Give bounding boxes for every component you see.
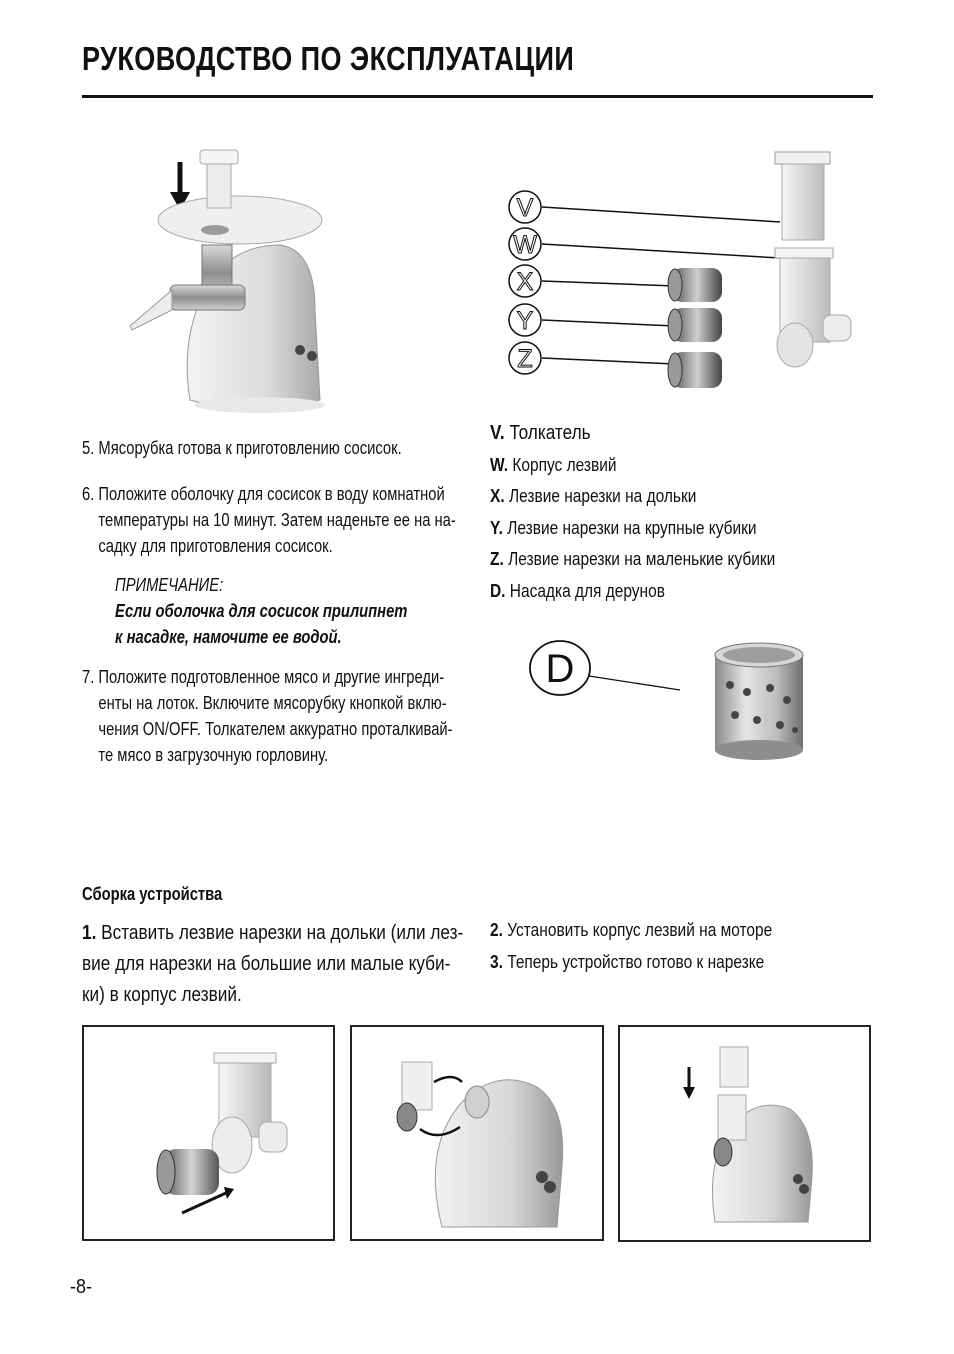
title-divider [82,95,873,98]
meat-grinder-illustration [110,140,370,420]
assembly-image-3 [618,1025,871,1242]
part-item-d: D. Насадка для дерунов [490,580,665,601]
step-6-line-2: температуры на 10 минут. Затем наденьте ее на на- [98,510,456,530]
assembly-step-1-line-2: вие для нарезки на большие или малые куби- [82,953,451,975]
part-item-y: Y. Лезвие нарезки на крупные кубики [490,517,757,538]
assembly-step-2: 2. Установить корпус лезвий на моторе [490,920,773,940]
note-block [115,572,407,650]
label-d: D [545,647,575,691]
assembly-step-1-line-1: Вставить лезвие нарезки на дольки (или лез- [101,922,464,944]
label-z [509,342,541,374]
step-5-number: 5. [82,438,95,458]
small-cube-blade-image [668,352,722,388]
page-number: -8- [70,1276,93,1298]
note-line-1: Если оболочка для сосисок прилипнет [115,601,408,621]
slice-blade-image [668,268,722,302]
label-y [509,304,541,336]
step-7-line-1: Положите подготовленное мясо и другие ингреди- [98,667,445,687]
part-item-x: X. Лезвие нарезки на дольки [490,486,697,507]
step-7-number: 7. [82,667,95,687]
part-item-z: Z. Лезвие нарезки на маленькие кубики [490,549,776,570]
step-6 [82,481,467,559]
large-cube-blade-image [668,308,722,342]
note-title: ПРИМЕЧАНИЕ: [115,575,224,595]
pusher-image [775,152,830,240]
part-item-w: W. Корпус лезвий [490,454,617,475]
assembly-step-1-number: 1. [82,922,97,944]
step-7 [82,664,467,768]
assembly-step-1 [82,918,486,1011]
svg-text:W: W [513,231,537,259]
svg-text:V: V [516,194,534,222]
step-7-line-2: енты на лоток. Включите мясорубку кнопкой вклю- [98,693,447,713]
step-5 [82,435,476,461]
parts-diagram [495,140,860,402]
step-7-line-4: те мясо в загрузочную горловину. [98,745,329,765]
grater-drum-image [715,643,803,760]
svg-text:X: X [516,268,534,296]
part-item-v: V. Толкатель [490,422,591,444]
step-5-text: Мясорубка готова к приготовлению сосисок. [98,438,402,458]
assembly-image-1 [82,1025,335,1241]
note-line-2: к насадке, намочите ее водой. [115,627,342,647]
label-v [509,191,541,223]
assembly-heading: Сборка устройства [82,884,223,904]
page-title: РУКОВОДСТВО ПО ЭКСПЛУАТАЦИИ [82,40,575,77]
step-6-number: 6. [82,484,95,504]
step-7-line-3: чения ON/OFF. Толкателем аккуратно проталкивай- [98,719,453,739]
assembly-steps-right [490,915,772,978]
assembly-step-3: 3. Теперь устройство готово к нарезке [490,951,765,972]
label-x [509,265,541,297]
assembly-step-1-line-3: ки) в корпус лезвий. [82,984,242,1006]
svg-text:Y: Y [516,307,534,335]
blade-housing-image [775,248,851,367]
svg-text:Z: Z [517,345,533,373]
assembly-image-2 [350,1025,604,1241]
label-w [509,228,541,260]
parts-list [490,418,775,608]
step-6-line-3: садку для приготовления сосисок. [98,536,333,556]
potato-pancake-attachment-diagram [525,620,830,770]
step-6-line-1: Положите оболочку для сосисок в воду комнатной [98,484,445,504]
